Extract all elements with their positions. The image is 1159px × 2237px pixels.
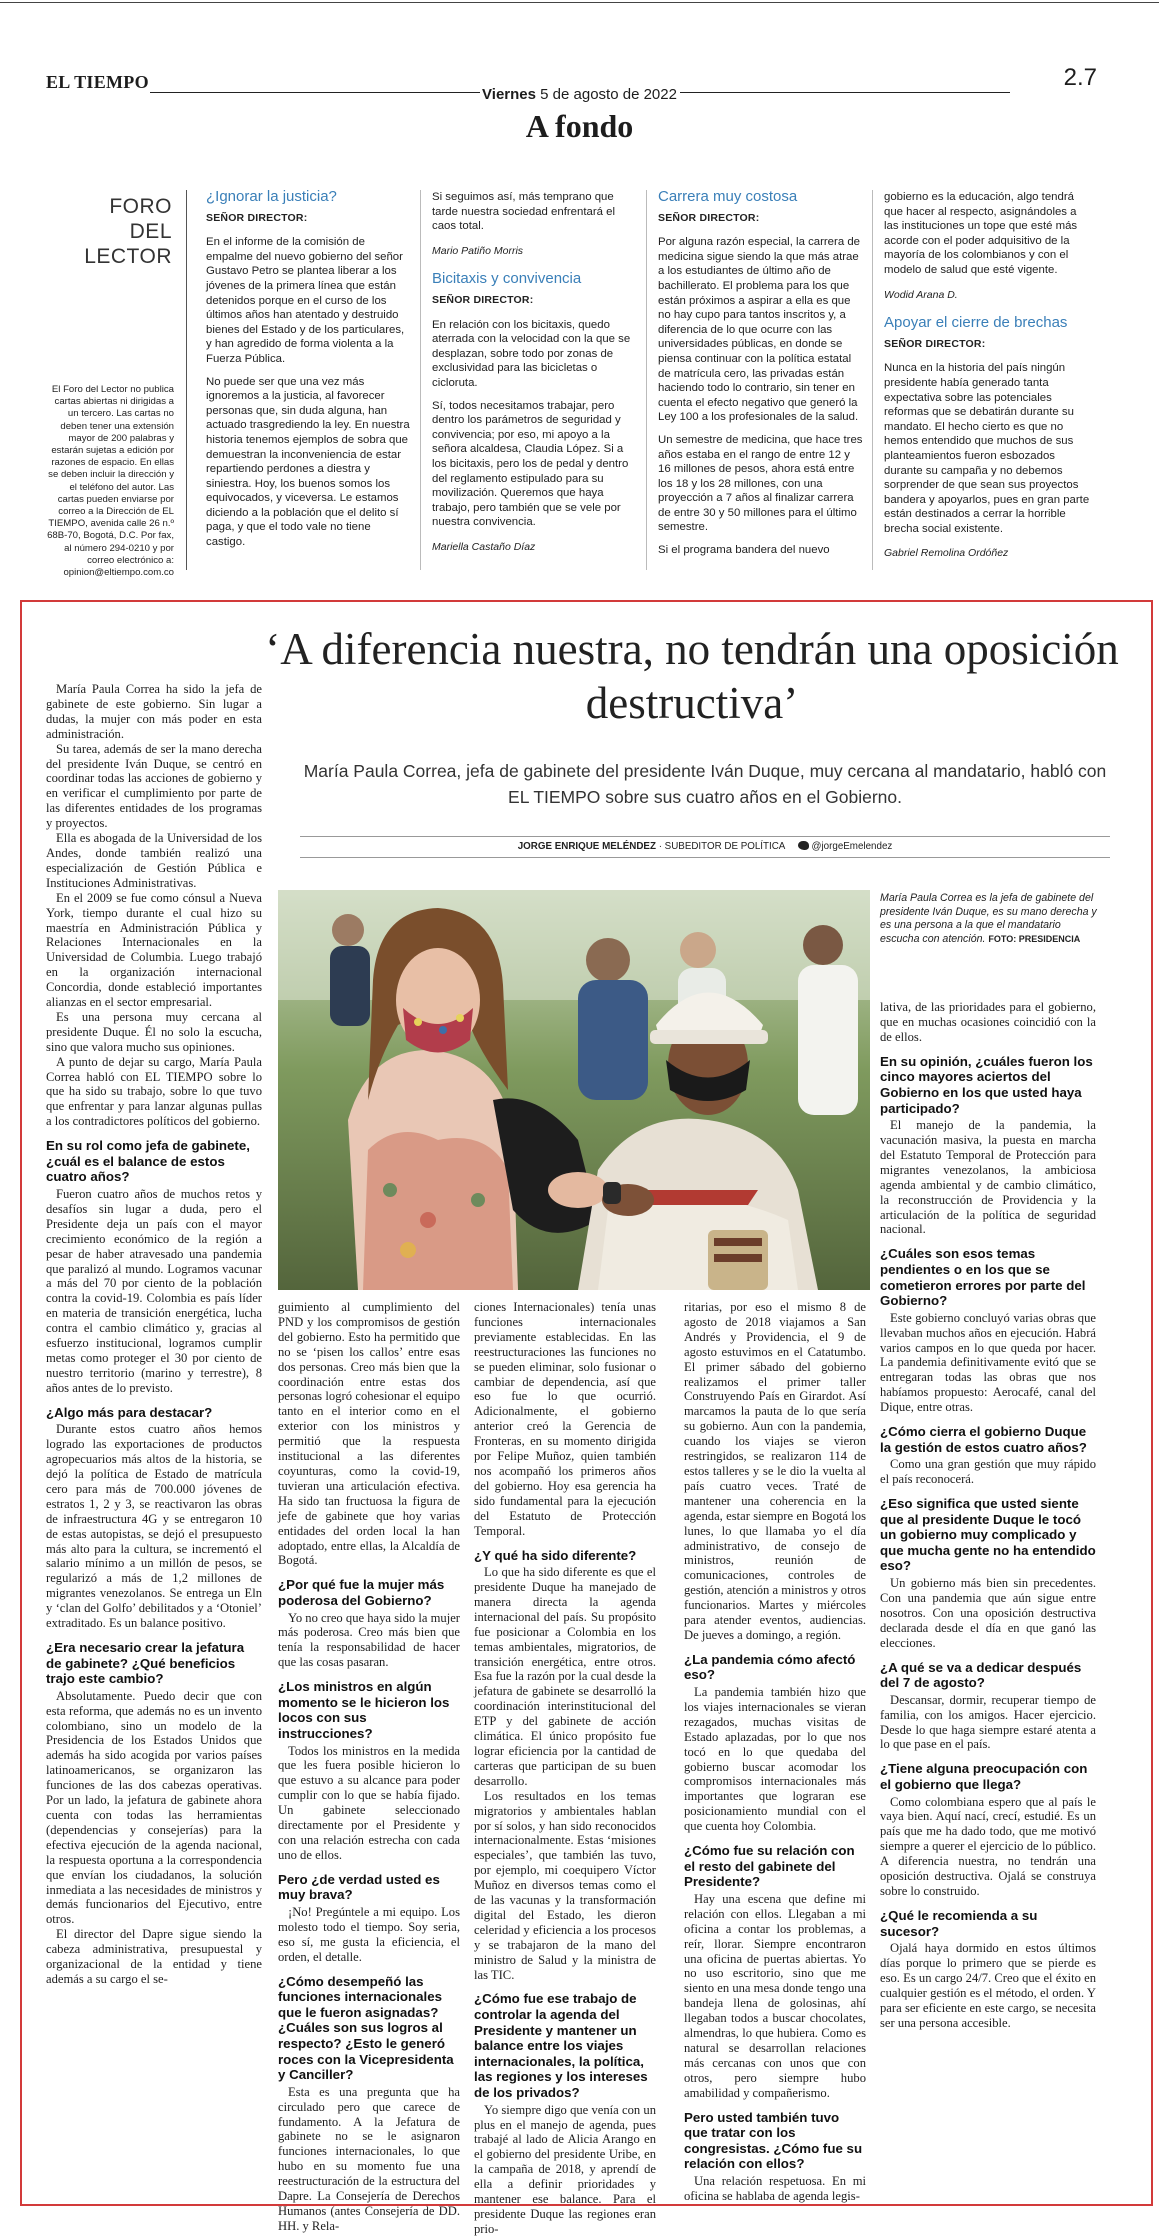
photo-credit: FOTO: PRESIDENCIA <box>988 933 1081 944</box>
interview-question: ¿Cómo cierra el gobierno Duque la gestión de estos cuatro años? <box>880 1424 1087 1455</box>
letter-column-1 <box>206 190 412 558</box>
article-column-1 <box>46 682 262 1987</box>
article-paragraph: El director del Dapre sigue siendo la cabeza administrativa, presupuestal y organizacional de la entidad y tiene además a su cargo el se- <box>46 1927 262 1986</box>
interview-question: Pero usted también tuvo que tratar con los congresistas. ¿Cómo fue su relación con ellos? <box>684 2109 863 2172</box>
interview-question: ¿La pandemia cómo afectó eso? <box>684 1651 856 1683</box>
article-paragraph: ritarias, por eso el mismo 8 de agosto de 2018 viajamos a San Andrés y Providencia, el 9 de agosto estuvimos en el Catatumbo. El primer sábado del gobierno realizamos el primer taller Construyendo País en Girardot. Así marcamos la pauta de lo que sería su gobierno. Aun con la pandemia, cuando los viajes se vieron restringidos, se realizaron 114 de estos talleres y se le dio la vuelta al país cuatro veces. Traté de mantener una coherencia en la agenda, estar siempre en Bogotá los lunes, lo que llamaba yo el día administrativo, de consejo de ministros, reunión de comunicaciones, controles de gestión, atención a ministros y otros funcionarios. Martes y miércoles para atender eventos, audiencias. De jueves a domingo, a región. <box>684 1300 866 1642</box>
letter-paragraph: Por alguna razón especial, la carrera de medicina sigue siendo la que más atrae a los estudiantes de último año de bachillerato. El problema para los que están próximos a aspirar a ella es que no hay cupo para tantos inscritos y, a diferencia de lo que ocurre con las universidades públicas, en donde se piensa continuar con la política estatal de matrícula cero, las privadas están haciendo todo lo contrario, sin tener en cuenta el efecto negativo que generó la Ley 100 a los profesionales de la salud. <box>658 236 860 424</box>
letter-paragraph: Sí, todos necesitamos trabajar, pero dentro los parámetros de seguridad y convivencia; por eso, mi apoyo a la señora alcaldesa, Claudia López. Si a los bicitaxis, pero los de pedal y dentro del reglamento estipulado para su movilización. Queremos que haya trabajo, pero también que se vele por nuestra convivencia. <box>432 399 629 529</box>
letter-paragraph: gobierno es la educación, algo tendrá que hacer al respecto, asignándoles a las instituciones un tope que esté más acorde con el poder adquisitivo de la mayoría de los colombianos y con el modelo de salud que esté vigente. <box>884 191 1078 276</box>
article-paragraph: Todos los ministros en la medida que les fuera posible hicieron lo que estuvo a su alcance para poder cumplir con lo que se había fijado. Un gabinete seleccionado directamente por el Presidente y con una relación estrecha con cada uno de ellos. <box>278 1743 460 1862</box>
interview-question: ¿Cuáles son esos temas pendientes o en los que se cometieron errores por parte del Gobierno? <box>880 1246 1086 1309</box>
article-paragraph: Hay una escena que define mi relación con ellos. Llegaban a mi oficina a contar los problemas, a reír, llorar. Siempre encontraron una oficina de puertas abiertas. Yo no uso escritorio, sino que me siento en una mesa donde tengo una bandeja llena de golosinas, ahí llegaban todos a buscar chocolates, almendras, lo que hubiera. Como es natural se desarrollan relaciones más cercanas con unos que con otros, pero siempre hubo amabilidad y compañerismo. <box>684 1891 866 2100</box>
article-paragraph: Lo que ha sido diferente es que el presidente Duque ha manejado de manera directa la agenda internacional del país. Su propósito fue posicionar a Colombia en los temas ambientales, migratorios, de transición energética, entre otros. Esa fue la razón por la cual desde la jefatura de gabinete se desarrolló la coordinación interinstitucional del ETP y del gabinete de acción climática. El único propósito fue lograr eficiencia por la cantidad de carteras que participan de su buen desarrollo. <box>474 1565 656 1788</box>
foro-divider <box>186 190 187 570</box>
date-line <box>0 86 1159 103</box>
article-paragraph: Es una persona muy cercana al presidente Duque. Él no solo la escucha, sino que valora mucho sus opiniones. <box>46 1009 262 1054</box>
article-headline: ‘A diferencia nuestra, no tendrán una oposición destructiva’ <box>265 624 1119 728</box>
article-paragraph: La pandemia también hizo que los viajes internacionales se vieran rezagados, muchas visitas de Estado aplazadas, por lo que nos tocó en lo que quedaba del gobierno buscar acomodar los compromisos internacionales más importantes que lograran ese posicionamiento mundial con el que cuenta hoy Colombia. <box>684 1685 866 1834</box>
column-rule <box>646 190 647 570</box>
letter-paragraph: Nunca en la historia del país ningún presidente había generado tanta expectativa sobre las potenciales reformas que se debatirán durante su mandato. El hecho cierto es que no hemos entendido que muchos de sus planteamientos fueron esbozados durante su campaña y no debemos sorprender de que sean sus proyectos bandera y apoyarlos, pues en gran parte están destinados a cerrar la horrible brecha social existente. <box>884 362 1090 535</box>
interview-question: ¿Y qué ha sido diferente? <box>474 1547 637 1563</box>
interview-question: ¿Algo más para destacar? <box>46 1404 213 1420</box>
letter-salutation: SEÑOR DIRECTOR: <box>206 211 308 224</box>
interview-question: ¿Cómo desempeñó las funciones internacionales que le fueron asignadas? ¿Cuáles son sus logros al respecto? ¿Esto le generó roces con la Vicepresidenta y Canciller? <box>278 1973 454 2083</box>
section-title: A fondo <box>525 108 634 144</box>
column-rule <box>420 190 421 570</box>
article-paragraph: A punto de dejar su cargo, María Paula Correa habló con EL TIEMPO sobre lo que ha sido su trabajo, sobre lo que tuvo que enfrentar y para lanzar algunas pullas a los contradictores políticos del gobierno. <box>46 1054 262 1129</box>
letter-paragraph: Si seguimos así, más temprano que tarde nuestra sociedad enfrentará el caos total. <box>432 191 616 233</box>
article-deck: María Paula Correa, jefa de gabinete del presidente Iván Duque, muy cercana al mandatario, habló con EL TIEMPO sobre sus cuatro años en el Gobierno. <box>303 761 1107 807</box>
letter-column-4 <box>884 190 1090 575</box>
article-photo <box>278 890 870 1290</box>
article-paragraph: En el 2009 se fue como cónsul a Nueva York, tiempo durante el cual hizo su maestría en Administración Pública y Relaciones Internacionales en la Universidad de Columbia. Luego trabajó en la organización internacional Concordia, donde estableció importantes alianzas en el sector empresarial. <box>46 890 262 1010</box>
letter-signature: Wodid Arana D. <box>884 288 958 301</box>
article-paragraph: Esta es una pregunta que ha circulado pero que carece de fundamento. A la Jefatura de gabinete no se le asignaron funciones internacionales, lo que hubo en su momento fue una reestructuración de la estructura del Dapre. La Consejería de Derechos Humanos (antes Consejería de DD. HH. y Rela- <box>278 2084 460 2233</box>
letter-signature: Mario Patiño Morris <box>432 244 524 257</box>
photo-illustration <box>278 890 870 1290</box>
article-column-3 <box>474 1300 656 2237</box>
foro-note: El Foro del Lector no publica cartas abiertas ni dirigidas a un tercero. Las cartas no deben tener una extensión mayor de 200 palabras y estarán sujetas a edición por razones de espacio. En ellas se deben incluir la dirección y el teléfono del autor. Las cartas pueden enviarse por correo a la Dirección de EL TIEMPO, avenida calle 26 n.º 68B-70, Bogotá, D.C. Por fax, al número 294-0210 y por correo electrónico a: opinion@eltiempo.com.co <box>47 384 174 579</box>
letter-salutation: SEÑOR DIRECTOR: <box>884 337 986 350</box>
letter-title: Apoyar el cierre de brechas <box>884 314 1068 332</box>
article-paragraph: Ella es abogada de la Universidad de los Andes, donde también realizó una especialización de Gestión Pública e Instituciones Administrativas. <box>46 831 262 890</box>
letter-signature: Gabriel Remolina Ordóñez <box>884 547 1009 560</box>
article-byline <box>300 836 1110 858</box>
article-column-5 <box>880 1000 1096 2031</box>
foro-title <box>62 194 172 269</box>
masthead: EL TIEMPO <box>46 72 149 92</box>
article-paragraph: Descansar, dormir, recuperar tiempo de familia, con los amigos. Hacer ejercicio. Desde lo que haga siempre estaré atenta a lo que pase en el país. <box>880 1692 1096 1752</box>
twitter-icon <box>798 841 809 850</box>
article-paragraph: María Paula Correa ha sido la jefa de gabinete de este gobierno. Sin lugar a dudas, la mujer con más poder en esta administración. <box>46 682 262 741</box>
article-column-4 <box>684 1300 866 2204</box>
byline-twitter: @jorgeEmelendez <box>811 841 893 852</box>
letter-paragraph: Si el programa bandera del nuevo <box>658 544 830 557</box>
foro-title-line1: FORO DEL <box>109 195 172 243</box>
article-paragraph: Su tarea, además de ser la mano derecha del presidente Iván Duque, se centró en coordinar todas las acciones de gobierno y en verificar el cumplimiento por parte de las diferentes entidades de los programas y proyectos. <box>46 741 262 831</box>
letter-signature: Mariella Castaño Díaz <box>432 540 536 553</box>
letter-column-3 <box>658 190 864 566</box>
article-paragraph: Un gobierno más bien sin precedentes. Con una pandemia que aún sigue entre nosotros. Con una oposición destructiva declarada desde el día en que ganó las elecciones. <box>880 1576 1096 1650</box>
article-paragraph: Fueron cuatro años de muchos retos y desafíos sin lugar a duda, pero el Presidente deja un país con el mayor crecimiento económico de la región a pesar de haber atravesado una pandemia que paralizó al mundo. Logramos vacunar a más del 70 por ciento de la población contra la covid-19. Colombia es país líder en materia de transición energética, lucha contra el cambio climático y, gracias al esfuerzo institucional, logramos cumplir metas como proteger el 30 por ciento de nuestro territorio (marino y terrestre), 8 años antes de lo previsto. <box>46 1186 262 1395</box>
interview-question: ¿Eso significa que usted siente que al presidente Duque le tocó un gobierno muy complicado y que mucha gente no ha entendido eso? <box>880 1496 1096 1574</box>
article-paragraph: Ojalá haya dormido en estos últimos días porque lo primero que se pierde es eso. Es un cargo 24/7. Creo que el éxito en cualquier gestión es el método, el orden. Y para ser eficiente en este cargo, se necesita ser una persona accesible. <box>880 1941 1096 2030</box>
column-rule <box>872 190 873 570</box>
byline-name: JORGE ENRIQUE MELÉNDEZ <box>517 841 656 852</box>
article-paragraph: Una relación respetuosa. En mi oficina se hablaba de agenda legis- <box>684 2173 866 2203</box>
article-paragraph: lativa, de las prioridades para el gobierno, que en muchas ocasiones coincidió con la de ellos. <box>880 1000 1096 1044</box>
date-day: Viernes <box>482 86 536 103</box>
letter-paragraph: En relación con los bicitaxis, quedo aterrada con la velocidad con la que se desplazan, sobre todo por zonas de exclusividad para las bicicletas o cicloruta. <box>432 318 631 389</box>
interview-question: En su rol como jefa de gabinete, ¿cuál es el balance de estos cuatro años? <box>46 1138 250 1185</box>
letter-paragraph: En el informe de la comisión de empalme del nuevo gobierno del señor Gustavo Petro se plantea liberar a los jóvenes de la primera línea que están detenidos porque en el curso de los últimos años han atentado y destruido bienes del Estado y de los particulares, y han agredido de forma violenta a la Fuerza Pública. <box>206 236 405 365</box>
article-paragraph: Los resultados en los temas migratorios y ambientales hablan por sí solos, y han sido reconocidos internacionalmente. Estas ‘misiones especiales’, que también las tuvo, por ejemplo, mi coequipero Víctor Muñoz en diversos temas como el de las vacunas y la transformación digital del Estado, les dieron celeridad y eficiencia a los procesos y se trabajaron de la mano del ministro de Salud y la ministra de las TIC. <box>474 1788 656 1982</box>
date-rest: 5 de agosto de 2022 <box>540 86 677 103</box>
interview-question: ¿Por qué fue la mujer más poderosa del Gobierno? <box>278 1577 445 1608</box>
foro-title-line2: LECTOR <box>84 245 172 268</box>
interview-question: ¿Qué le recomienda a su sucesor? <box>880 1907 1038 1939</box>
interview-question: ¿Cómo fue ese trabajo de controlar la agenda del Presidente y mantener un balance entre los viajes internacionales, la política, las regiones y los intereses de los privados? <box>474 1991 648 2101</box>
letter-title: ¿Ignorar la justicia? <box>206 188 337 205</box>
interview-question: Pero ¿de verdad usted es muy brava? <box>278 1871 440 1903</box>
article-paragraph: Como una gran gestión que muy rápido el país reconocerá. <box>880 1457 1096 1487</box>
letter-paragraph: No puede ser que una vez más ignoremos a la justicia, al favorecer personas que, sin duda alguna, han actuado trasgrediendo la ley. En nuestra historia tenemos ejemplos de sobra que demuestran la inconveniencia de estar repartiendo perdones a diestra y siniestra. Hoy, los buenos somos los equivocados, y viceversa. Le estamos diciendo a la población que el delito sí paga, y que el todo vale no tiene castigo. <box>206 375 410 549</box>
caption-text: María Paula Correa es la jefa de gabinete del presidente Iván Duque, es su mano derecha y es una persona a la que el mandatario escucha con atención. <box>880 892 1097 945</box>
interview-question: ¿Cómo fue su relación con el resto del gabinete del Presidente? <box>684 1843 855 1890</box>
article-paragraph: Absolutamente. Puedo decir que con esta reforma, que además no es un invento colombiano, sino un modelo de la Presidencia de los Estados Unidos que además ha sido acogida por varios países latinoamericanos, se organizaron las funciones de las dos cabezas operativas. Por un lado, la jefatura de gabinete ahora cuenta con todas las herramientas (dependencias y consejerías) para la efectiva ejecución de la agenda nacional, la respuesta oportuna a la correspondencia que envían los ciudadanos, la solución inmediata a las necesidades de ministros y demás funcionarios del Ejecutivo, entre otros. <box>46 1688 262 1927</box>
letter-title: Bicitaxis y convivencia <box>432 270 582 288</box>
photo-caption <box>880 892 1100 946</box>
letter-salutation: SEÑOR DIRECTOR: <box>432 293 534 306</box>
interview-question: En su opinión, ¿cuáles fueron los cinco mayores aciertos del Gobierno en los que usted haya participado? <box>880 1053 1093 1116</box>
article-paragraph: Como colombiana espero que al país le vaya bien. Aquí nací, crecí, estudié. Es un país que me ha dado todo, que me motivó siempre a querer el ejercicio de lo público. A diferencia nuestra, no tendrán una oposición destructiva. Ojalá se construya sobre lo construido. <box>880 1794 1096 1898</box>
letter-paragraph: Un semestre de medicina, que hace tres años estaba en el rango de entre 12 y 16 millones de pesos, ahora está entre los 18 y los 28 millones, con una proyección a 7 años al finalizar carrera de entre 30 y 50 millones para el último semestre. <box>658 433 863 534</box>
letter-column-2 <box>432 190 638 568</box>
article-paragraph: El manejo de la pandemia, la vacunación masiva, la puesta en marcha del Estatuto Temporal de Protección para migrantes venezolanos, la ambiciosa agenda ambiental y de cambio climático, la reconstrucción de Providencia y la articulación de la política de seguridad nacional. <box>880 1118 1096 1237</box>
article-paragraph: ciones Internacionales) tenía unas funciones internacionales previamente establecidas. En las reestructuraciones las funciones no se pueden eliminar, solo fusionar o cambiar de dependencia, así que eso fue lo que ocurrió. Adicionalmente, el gobierno anterior creó la Gerencia de Fronteras, en su momento dirigida por Felipe Muñoz, quien también nos acompañó los primeros años del gobierno. Hoy esa gerencia ha sido fundamental para la ejecución del Estatuto de Protección Temporal. <box>474 1300 656 1538</box>
letter-title: Carrera muy costosa <box>658 188 798 205</box>
article-paragraph: Este gobierno concluyó varias obras que llevaban muchos años en ejecución. Habrá varios campos en lo que queda por hacer. La pandemia definitivamente evitó que se entregaran todas las obras que nos habíamos propuesto: Aerocafé, canal del Dique, entre otras. <box>880 1310 1096 1415</box>
interview-question: ¿Los ministros en algún momento se le hicieron los locos con sus instrucciones? <box>278 1679 450 1741</box>
interview-question: ¿Era necesario crear la jefatura de gabinete? ¿Qué beneficios trajo este cambio? <box>46 1639 245 1687</box>
article-paragraph: ¡No! Pregúntele a mi equipo. Los molesto todo el tiempo. Soy seria, eso sí, me gusta la eficiencia, el orden, el detalle. <box>278 1904 460 1964</box>
article-paragraph: guimiento al cumplimiento del PND y los compromisos de gestión del gobierno. Esto ha permitido que no se ‘pisen los callos’ entre esas dos personas. Creo más bien que la coordinación entre estas dos personas logró cohesionar el equipo tanto en el interior como en el exterior con los ministros y permitió que la respuesta institucional a las diferentes coyunturas, como la covid-19, tuvieran una articulación efectiva. Ha sido tan fructuosa la figura de jefe de gabinete que hoy varias entidades del orden local la han adoptado, entre ellas, la Alcaldía de Bogotá. <box>278 1300 460 1568</box>
letter-salutation: SEÑOR DIRECTOR: <box>658 211 760 224</box>
article-column-2 <box>278 1300 460 2234</box>
article-paragraph: Durante estos cuatro años hemos logrado las exportaciones de productos agropecuarios más altos de la historia, se dejó la política de Estado de matrícula cero para más de 700.000 jóvenes de estratos 1, 2 y 3, se reactivaron las obras de infraestructura 4G y se entregaron 10 de estas autopistas, se dejó el presupuesto más alto para la cultura, se incrementó el salario mínimo a un millón de pesos, se regularizó a más de 1,2 millones de migrantes venezolanos. Se entrega un Eln y ‘clan del Golfo’ debilitados y a ‘Otoniel’ extraditado. Es un balance positivo. <box>46 1422 262 1631</box>
interview-question: ¿A qué se va a dedicar después del 7 de agosto? <box>880 1659 1082 1691</box>
article-paragraph: Yo no creo que haya sido la mujer más poderosa. Creo más bien que tenía la responsabilidad de hacer que las cosas pasaran. <box>278 1610 460 1670</box>
top-rule <box>0 2 1159 3</box>
page-number: 2.7 <box>1063 64 1097 91</box>
article-paragraph: Yo siempre digo que venía con un plus en el manejo de agenda, pues trabajé al lado de Alicia Arango en el gobierno del presidente Uribe, en la campaña de 2018, y aprendí de ella a definir prioridades y mantener ese balance. Para el presidente Duque las regiones eran prio- <box>474 2102 656 2236</box>
byline-role: · SUBEDITOR DE POLÍTICA <box>658 841 785 852</box>
interview-question: ¿Tiene alguna preocupación con el gobierno que llega? <box>880 1761 1088 1792</box>
